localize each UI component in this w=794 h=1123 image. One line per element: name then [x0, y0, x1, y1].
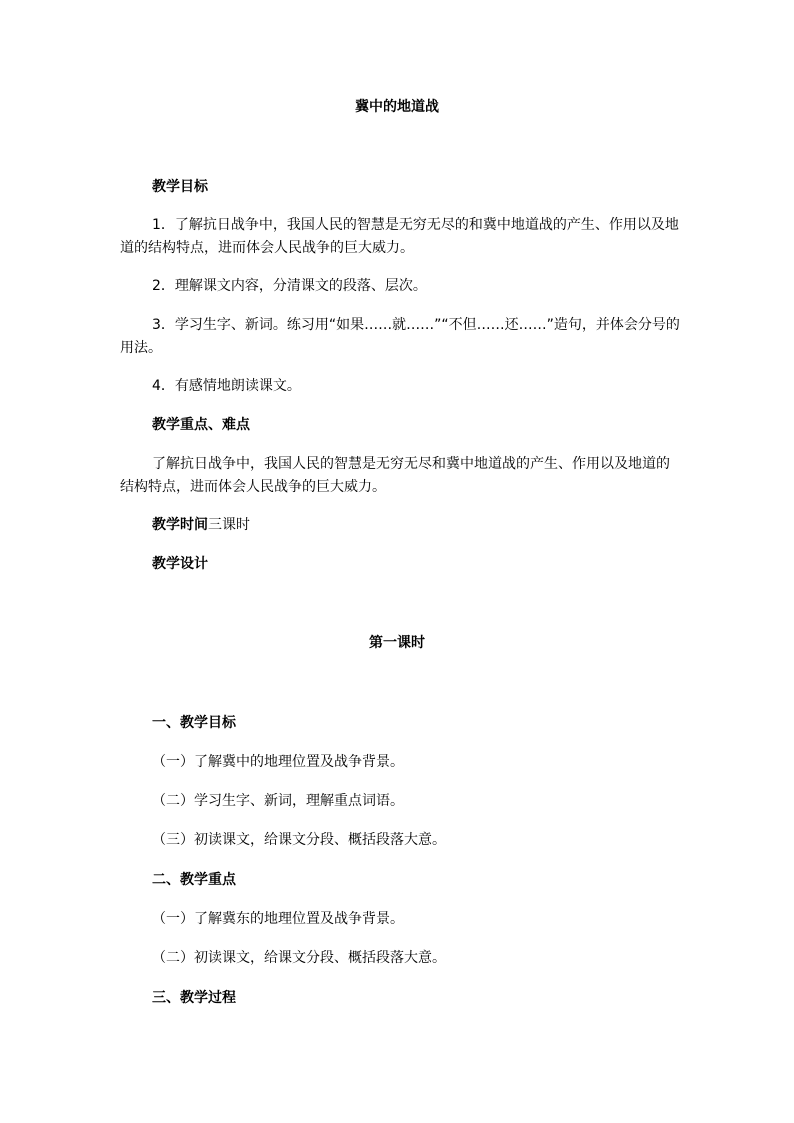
objective-item-1: 1．了解抗日战争中，我国人民的智慧是无穷无尽的和冀中地道战的产生、作用以及地道的结构特点，进而体会人民战争的巨大威力。: [120, 217, 679, 256]
objective-item-3: 3．学习生字、新词。练习用“如果……就……”“不但……还……”造句，并体会分号的用法。: [120, 317, 680, 356]
section1-item-1: （一）了解冀中的地理位置及战争背景。: [152, 754, 404, 770]
objective-item-4: 4．有感情地朗读课文。: [152, 378, 301, 394]
section1-item-3: （三）初读课文，给课文分段、概括段落大意。: [152, 832, 446, 848]
section2-item-1: （一）了解冀东的地理位置及战争背景。: [152, 911, 404, 927]
lesson1-title: 第一课时: [369, 635, 425, 651]
teaching-time-value: 三课时: [208, 517, 250, 533]
document-title: 冀中的地道战: [355, 99, 439, 115]
objectives-heading: 教学目标: [152, 179, 208, 195]
section2-heading: 二、教学重点: [152, 872, 236, 888]
teaching-time-heading: 教学时间: [152, 517, 208, 533]
key-points-text: 了解抗日战争中，我国人民的智慧是无穷无尽和冀中地道战的产生、作用以及地道的结构特点，进而体会人民战争的巨大威力。: [120, 456, 670, 495]
section1-item-2: （二）学习生字、新词，理解重点词语。: [152, 793, 404, 809]
section1-heading: 一、教学目标: [152, 715, 236, 731]
teaching-time: [152, 514, 250, 536]
objective-item-2: 2．理解课文内容，分清课文的段落、层次。: [152, 278, 427, 294]
key-points-heading: 教学重点、难点: [152, 417, 250, 433]
section3-heading: 三、教学过程: [152, 990, 236, 1006]
section2-item-2: （二）初读课文，给课文分段、概括段落大意。: [152, 950, 446, 966]
design-heading: 教学设计: [152, 556, 208, 572]
